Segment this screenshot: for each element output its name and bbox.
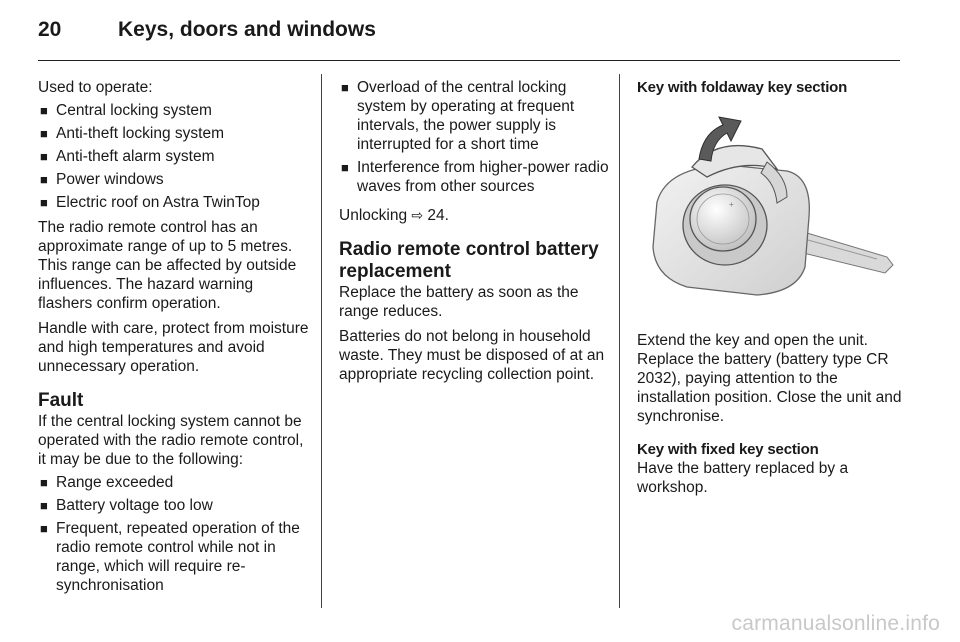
column-divider-1 [321, 74, 322, 608]
list-item: ■ Anti-theft locking system [38, 124, 310, 143]
list-item: ■ Range exceeded [38, 473, 310, 492]
foldaway-instructions: Extend the key and open the unit. Replace the battery (battery type CR 2032), paying attention to the installation position. Close the unit and synchronise. [637, 332, 902, 425]
fault-intro: If the central locking system cannot be operated with the radio remote control, it may be due to the following: [38, 413, 304, 468]
range-paragraph: The radio remote control has an approximate range of up to 5 metres. This range can be affected by outside influences. The hazard warning flashers confirm operation. [38, 219, 297, 312]
list-item: ■ Frequent, repeated operation of the radio remote control while not in range, which will require re-synchronisation [38, 519, 310, 595]
fixed-key-heading: Key with fixed key section [637, 441, 819, 458]
column-2 [339, 78, 611, 384]
unlocking-reference [339, 206, 611, 225]
uses-list [38, 101, 310, 212]
page-reference-arrow-icon: ⇨ [411, 207, 424, 223]
chapter-title: Keys, doors and windows [118, 18, 376, 41]
battery-para-2: Batteries do not belong in household waste. They must be disposed of at an appropriate recycling collection point. [339, 328, 605, 383]
svg-text:+: + [729, 200, 734, 209]
unlocking-page-ref: 24. [427, 207, 449, 224]
battery-para-1: Replace the battery as soon as the range reduces. [339, 284, 579, 320]
column-1 [38, 78, 310, 595]
fault-causes-list [38, 473, 310, 595]
list-item: ■ Central locking system [38, 101, 310, 120]
unlocking-label: Unlocking [339, 207, 408, 224]
care-paragraph: Handle with care, protect from moisture and high temperatures and avoid unnecessary operation. [38, 320, 309, 375]
list-item: ■ Anti-theft alarm system [38, 147, 310, 166]
list-item: ■ Power windows [38, 170, 310, 189]
fault-causes-list-continued [339, 78, 611, 196]
uses-intro: Used to operate: [38, 79, 153, 96]
fixed-key-instructions: Have the battery replaced by a workshop. [637, 460, 849, 496]
page-number: 20 [38, 18, 62, 41]
page-header [38, 18, 900, 48]
battery-replacement-heading: Radio remote control battery replacement [339, 239, 599, 282]
column-3 [637, 78, 909, 497]
key-battery-illustration [637, 107, 899, 321]
list-item: ■ Electric roof on Astra TwinTop [38, 193, 310, 212]
list-item: ■ Interference from higher-power radio waves from other sources [339, 158, 611, 196]
column-divider-2 [619, 74, 620, 608]
list-item: ■ Overload of the central locking system by operating at frequent intervals, the power supply is interrupted for a short time [339, 78, 611, 154]
foldaway-key-heading: Key with foldaway key section [637, 79, 848, 96]
list-item: ■ Battery voltage too low [38, 496, 310, 515]
header-divider [38, 60, 900, 61]
watermark: carmanualsonline.info [731, 612, 940, 635]
fault-heading: Fault [38, 390, 84, 411]
